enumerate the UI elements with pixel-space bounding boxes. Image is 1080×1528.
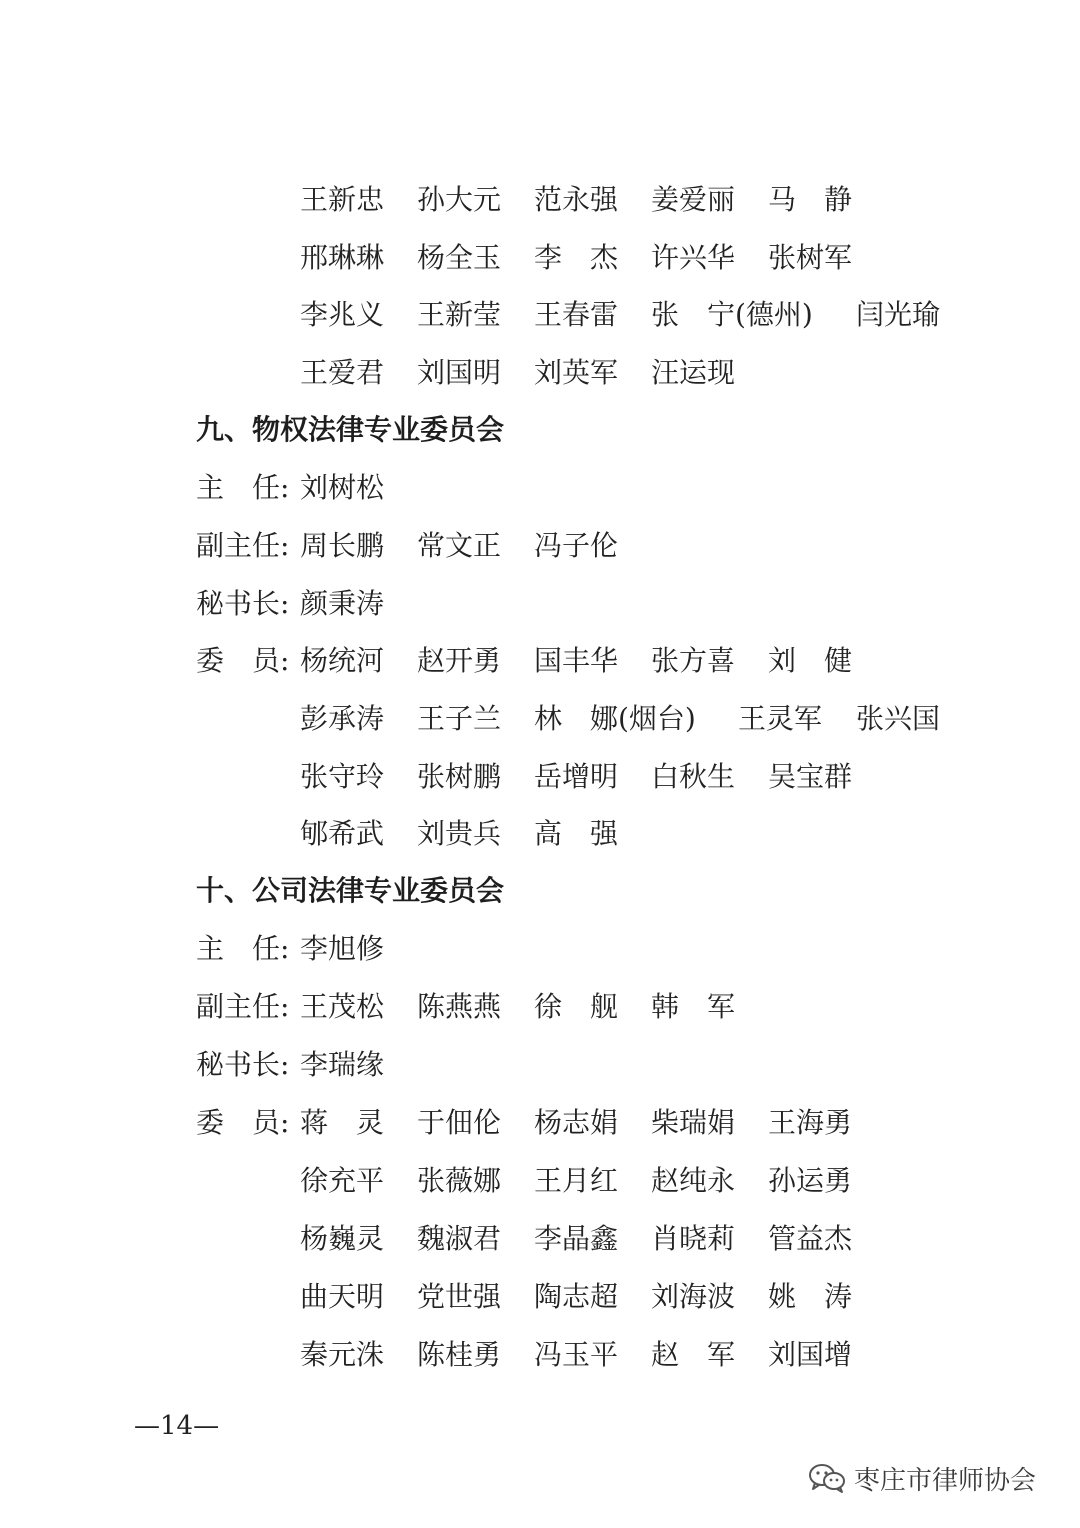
member-name: 闫光瑜 [856,298,941,331]
director-label: 主 任: [196,471,290,504]
member-name: 秦元洙 [300,1338,385,1371]
secretary-label: 秘书长: [196,587,290,620]
deputy-name: 徐 舰 [534,990,619,1023]
secretary-label: 秘书长: [196,1048,290,1081]
watermark [808,1458,1036,1498]
member-name: 党世强 [417,1280,502,1313]
member-name: 曲天明 [300,1280,385,1313]
member-name: 汪运现 [651,356,736,389]
deputy-label: 副主任: [196,990,290,1023]
director-name: 刘树松 [300,471,385,504]
director-row [0,929,1080,969]
member-row [0,1335,1080,1375]
member-name: 王新莹 [417,298,502,331]
member-name: 李晶鑫 [534,1222,619,1255]
member-name: 张方喜 [651,644,736,677]
section-heading: 九、物权法律专业委员会 [196,413,505,446]
deputy-row [0,526,1080,566]
members-label: 委 员: [196,644,290,677]
member-row [0,238,1080,278]
member-name: 白秋生 [651,760,736,793]
member-name: 王爱君 [300,356,385,389]
member-name: 于佃伦 [417,1106,502,1139]
member-name: 蒋 灵 [300,1106,385,1139]
member-name: 王子兰 [417,702,502,735]
member-name: 范永强 [534,183,619,216]
director-name: 李旭修 [300,932,385,965]
page-number: —14— [134,1411,220,1441]
member-name: 李兆义 [300,298,385,331]
member-row [0,295,1080,335]
deputy-name: 常文正 [417,529,502,562]
member-row [0,641,1080,681]
member-name: 彭承涛 [300,702,385,735]
member-name: 刘国明 [417,356,502,389]
member-name: 赵 军 [651,1338,736,1371]
member-name: 孙大元 [417,183,502,216]
member-name: 刘海波 [651,1280,736,1313]
deputy-name: 陈燕燕 [417,990,502,1023]
member-name: 柴瑞娟 [651,1106,736,1139]
member-name: 姚 涛 [768,1280,853,1313]
member-name: 陶志超 [534,1280,619,1313]
member-name: 林 娜(烟台) [534,702,696,735]
member-name: 张树鹏 [417,760,502,793]
member-name: 许兴华 [651,241,736,274]
member-name: 刘国增 [768,1338,853,1371]
member-name: 王春雷 [534,298,619,331]
member-row [0,1219,1080,1259]
deputy-name: 韩 军 [651,990,736,1023]
member-name: 赵纯永 [651,1164,736,1197]
wechat-icon [808,1462,846,1494]
member-name: 李 杰 [534,241,619,274]
member-row [0,699,1080,739]
member-row [0,1103,1080,1143]
deputy-row [0,987,1080,1027]
member-name: 吴宝群 [768,760,853,793]
member-name: 王新忠 [300,183,385,216]
deputy-name: 冯子伦 [534,529,619,562]
member-name: 王月红 [534,1164,619,1197]
member-row [0,1161,1080,1201]
secretary-row [0,584,1080,624]
member-name: 王灵军 [738,702,823,735]
member-name: 杨志娟 [534,1106,619,1139]
secretary-row [0,1045,1080,1085]
member-name: 马 静 [768,183,853,216]
member-name: 张兴国 [856,702,941,735]
director-row [0,468,1080,508]
deputy-name: 周长鹏 [300,529,385,562]
member-row [0,1277,1080,1317]
member-name: 刘英军 [534,356,619,389]
member-name: 高 强 [534,817,619,850]
member-name: 邢琳琳 [300,241,385,274]
member-name: 杨巍灵 [300,1222,385,1255]
member-name: 郇希武 [300,817,385,850]
member-name: 杨统河 [300,644,385,677]
secretary-name: 李瑞缘 [300,1048,385,1081]
member-row [0,353,1080,393]
member-name: 刘贵兵 [417,817,502,850]
member-name: 冯玉平 [534,1338,619,1371]
deputy-label: 副主任: [196,529,290,562]
member-name: 岳增明 [534,760,619,793]
member-name: 赵开勇 [417,644,502,677]
section-heading: 十、公司法律专业委员会 [196,874,505,907]
director-label: 主 任: [196,932,290,965]
member-row [0,814,1080,854]
member-name: 管益杰 [768,1222,853,1255]
member-name: 姜爱丽 [651,183,736,216]
member-name: 王海勇 [768,1106,853,1139]
member-name: 陈桂勇 [417,1338,502,1371]
member-name: 孙运勇 [768,1164,853,1197]
watermark-text: 枣庄市律师协会 [854,1465,1037,1496]
member-name: 国丰华 [534,644,619,677]
member-name: 张树军 [768,241,853,274]
secretary-name: 颜秉涛 [300,587,385,620]
member-name: 肖晓莉 [651,1222,736,1255]
member-name: 张薇娜 [417,1164,502,1197]
member-name: 张守玲 [300,760,385,793]
member-row [0,180,1080,220]
member-name: 张 宁(德州) [651,298,813,331]
member-name: 魏淑君 [417,1222,502,1255]
member-name: 刘 健 [768,644,853,677]
deputy-name: 王茂松 [300,990,385,1023]
member-name: 徐充平 [300,1164,385,1197]
member-row [0,757,1080,797]
member-name: 杨全玉 [417,241,502,274]
members-label: 委 员: [196,1106,290,1139]
